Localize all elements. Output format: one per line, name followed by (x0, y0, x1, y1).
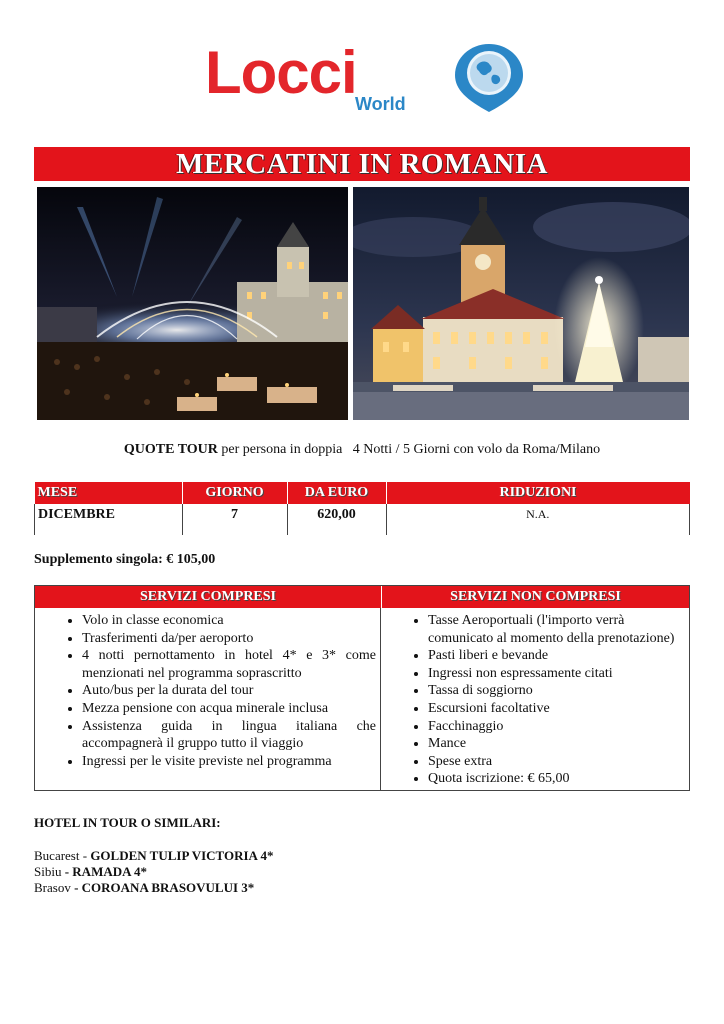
hotel-name: - RAMADA 4* (64, 864, 148, 879)
header-riduzioni: RIDUZIONI (386, 482, 690, 504)
included-column (35, 608, 381, 790)
quote-line (0, 442, 724, 458)
list-item: • Quota iscrizione: € 65,00 (428, 770, 685, 788)
list-item: • Facchinaggio (428, 718, 685, 736)
list-item: • 4 notti pernottamento in hotel 4* e 3* come menzionati nel programma soprascritto (82, 647, 376, 682)
list-item: • Spese extra (428, 753, 685, 771)
photo-council-square-christmas-tree (353, 187, 689, 420)
hotel-city: Brasov (34, 880, 75, 895)
list-item: • Escursioni facoltative (428, 700, 685, 718)
cell-day: 7 (182, 504, 287, 536)
hotel-city: Bucarest - (34, 848, 91, 863)
header-da-euro: DA EURO (287, 482, 386, 504)
hotel-name: GOLDEN TULIP VICTORIA 4* (90, 848, 274, 863)
title-bar (34, 147, 690, 181)
page-title: MERCATINI IN ROMANIA (176, 147, 548, 180)
hotels-title: HOTEL IN TOUR O SIMILARI: (34, 815, 221, 830)
hotels-list (34, 848, 273, 896)
hotel-name: - COROANA BRASOVULUI 3* (74, 880, 255, 895)
price-table-header (35, 482, 690, 504)
list-item: • Volo in classe economica (82, 612, 376, 630)
price-table (34, 482, 690, 536)
services-header (35, 586, 689, 608)
included-title: SERVIZI COMPRESI (35, 586, 382, 608)
list-item: • Ingressi non espressamente citati (428, 665, 685, 683)
list-item: • Tassa di soggiorno (428, 682, 685, 700)
list-item: • Ingressi per le visite previste nel programma (82, 753, 376, 771)
cell-price: 620,00 (287, 504, 386, 536)
list-item: • Tasse Aeroportuali (l'importo verrà comunicato al momento della prenotazione) (428, 612, 685, 647)
excluded-title: SERVIZI NON COMPRESI (450, 589, 621, 604)
table-row (35, 504, 690, 536)
header-giorno: GIORNO (182, 482, 287, 504)
quote-detail: per persona in doppia 4 Notti / 5 Giorni con volo da Roma/Milano (217, 442, 601, 457)
globe-pin-icon (452, 42, 526, 114)
logo-text: Locci (205, 39, 357, 106)
list-item: • Trasferimenti da/per aeroporto (82, 630, 376, 648)
cell-month: DICEMBRE (35, 504, 183, 536)
services-table (34, 585, 690, 791)
header-mese: MESE (35, 482, 183, 504)
photo-christmas-market-square (37, 187, 348, 420)
cell-reductions: N.A. (386, 504, 690, 536)
list-item: • Mance (428, 735, 685, 753)
single-supplement: Supplemento singola: € 105,00 (34, 552, 216, 567)
logo-subtext: World (355, 94, 406, 114)
list-item: • Assistenza guida in lingua italiana che accompagnerà il gruppo tutto il viaggio (82, 718, 376, 753)
hotel-item (34, 880, 273, 896)
hotel-item (34, 864, 273, 880)
quote-label: QUOTE TOUR (123, 442, 218, 457)
excluded-column (381, 608, 689, 790)
logo (205, 39, 525, 122)
list-item: • Pasti liberi e bevande (428, 647, 685, 665)
list-item: • Auto/bus per la durata del tour (82, 682, 376, 700)
list-item: • Mezza pensione con acqua minerale inclusa (82, 700, 376, 718)
hotel-item (34, 848, 273, 864)
hotel-city: Sibiu (34, 864, 65, 879)
